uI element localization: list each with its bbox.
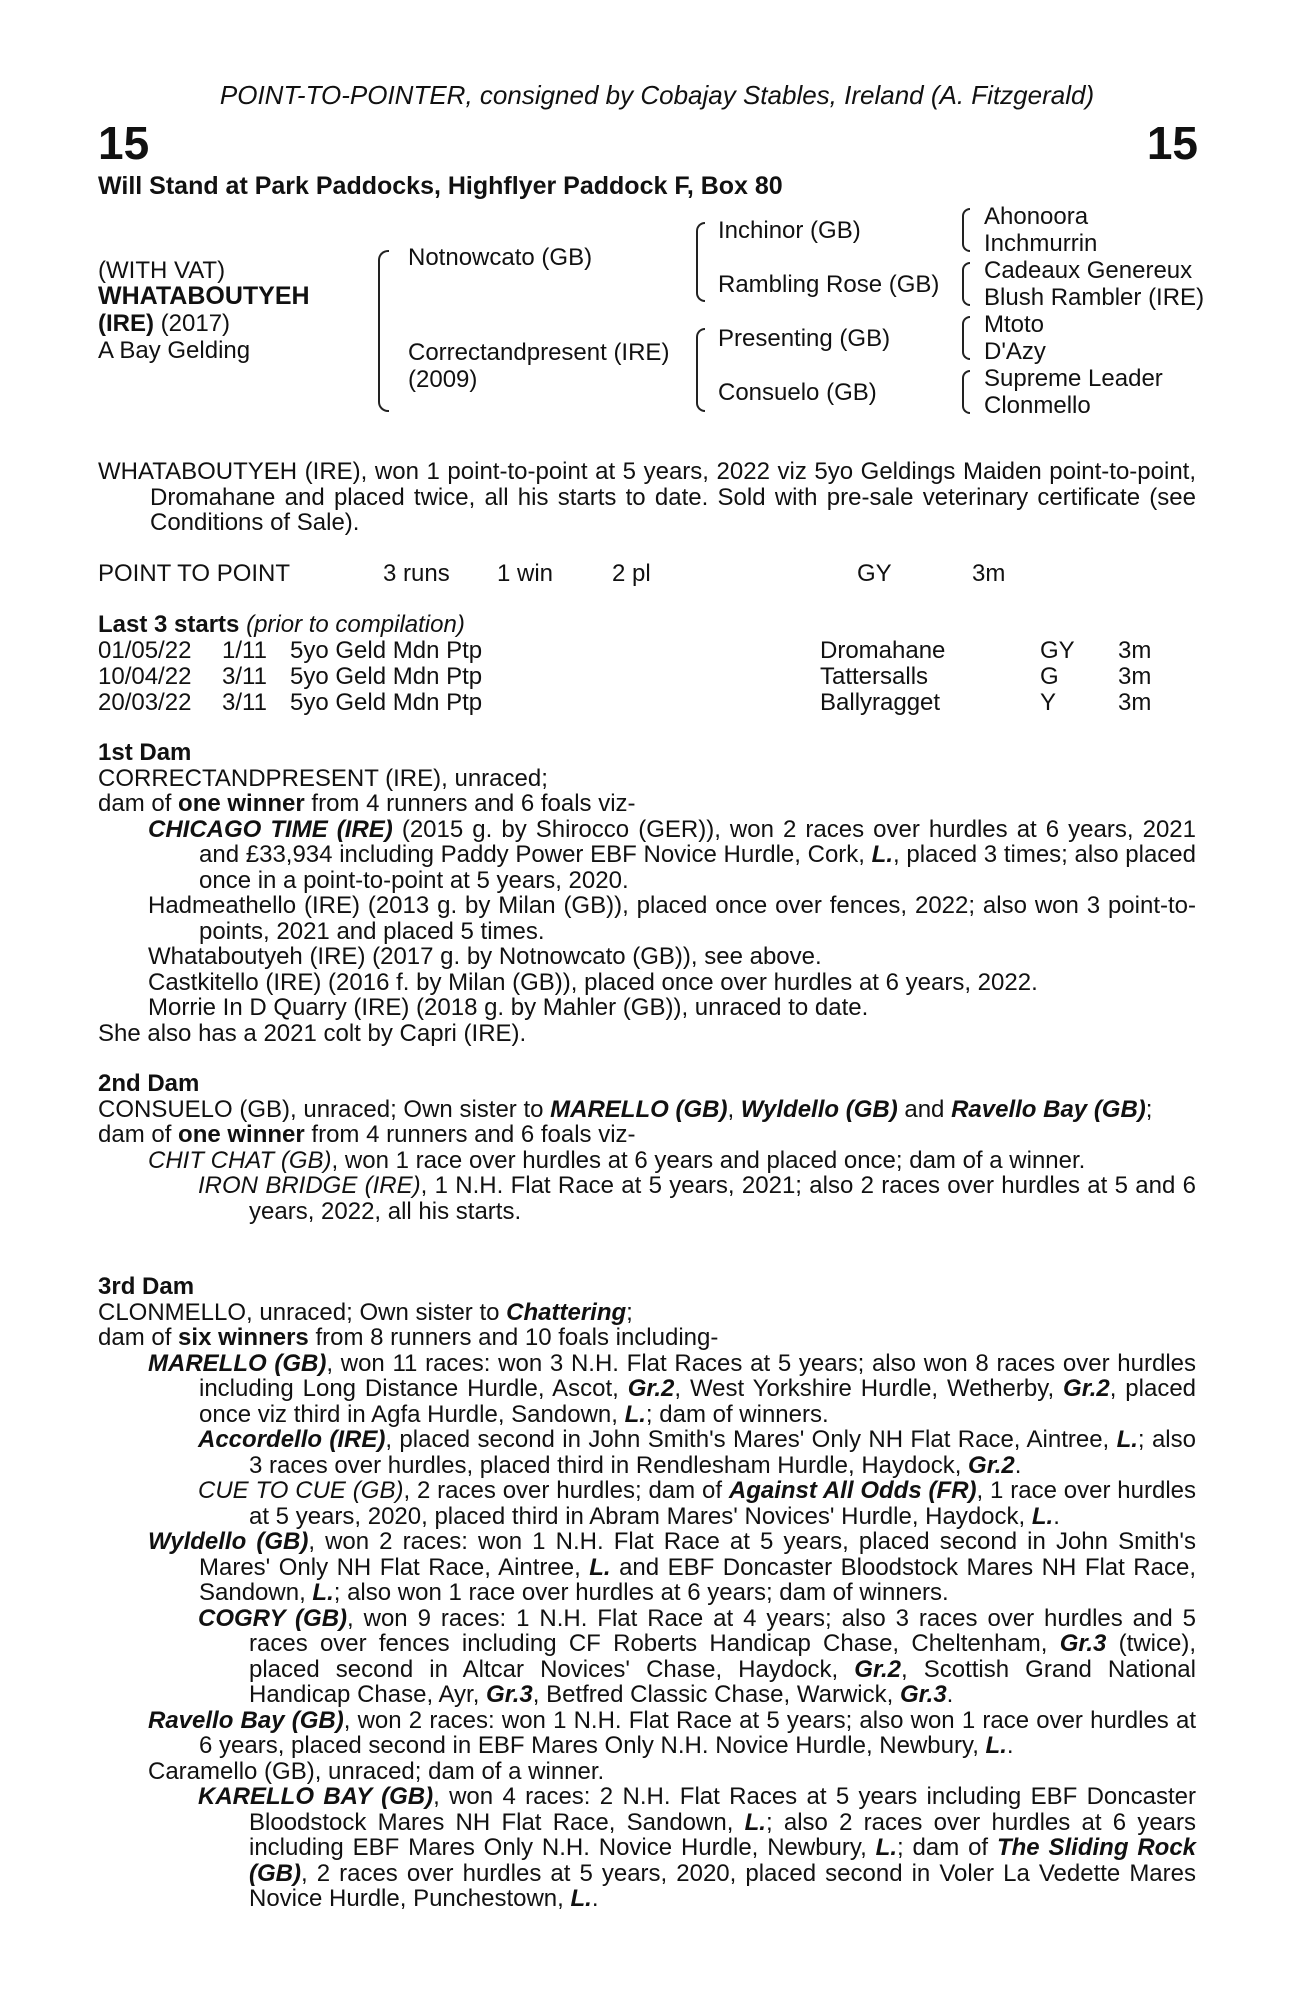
- horse-origin-year: (IRE) (2017): [98, 310, 231, 337]
- start-course: Tattersalls: [820, 663, 929, 690]
- first-dam-heading: 1st Dam: [98, 739, 192, 766]
- first-dam-line: CORRECTANDPRESENT (IRE), unraced;: [98, 764, 548, 792]
- start-going: Y: [1040, 689, 1057, 716]
- start-course: Ballyragget: [820, 689, 941, 716]
- produce-entry: CHIT CHAT (GB), won 1 race over hurdles at 6 years and placed once; dam of a winner.: [148, 1146, 1086, 1174]
- start-position: 3/11: [222, 689, 267, 716]
- second-dam-produce-summary: dam of one winner from 4 runners and 6 foals viz-: [98, 1121, 636, 1148]
- second-dam-line: CONSUELO (GB), unraced; Own sister to MARELLO (GB), Wyldello (GB) and Ravello Bay (GB);: [98, 1095, 1153, 1123]
- second-dam-heading: 2nd Dam: [98, 1070, 200, 1097]
- lot-number-left: 15: [98, 117, 150, 169]
- brace-g4: [962, 370, 970, 414]
- pedigree-dam-year: (2009): [408, 366, 478, 393]
- ptp-wins: 1 win: [497, 560, 554, 587]
- stand-location: Will Stand at Park Paddocks, Highflyer Paddock F, Box 80: [98, 172, 783, 200]
- lot-number-right: 15: [1146, 117, 1198, 169]
- vat-note: (WITH VAT): [98, 257, 226, 284]
- brace-g2: [962, 262, 970, 306]
- summary-text: WHATABOUTYEH (IRE), won 1 point-to-point at 5 years, 2022 viz 5yo Geldings Maiden point-to-point, Dromahane and placed twice, all his starts to date. Sold with pre-sale veterinary certificate (see Conditions of Sale).: [98, 458, 1196, 536]
- brace-g3: [962, 316, 970, 360]
- brace-g1: [962, 208, 970, 252]
- start-race: 5yo Geld Mdn Ptp: [290, 663, 483, 690]
- produce-entry: Castkitello (IRE) (2016 f. by Milan (GB)), placed once over hurdles at 6 years, 2022.: [148, 968, 1038, 996]
- start-distance: 3m: [1118, 637, 1152, 664]
- ptp-distance: 3m: [972, 560, 1006, 587]
- first-dam-footnote: She also has a 2021 colt by Capri (IRE).: [98, 1019, 527, 1047]
- pedigree-dam-dam: Consuelo (GB): [718, 379, 877, 406]
- start-position: 3/11: [222, 663, 267, 690]
- start-date: 01/05/22: [98, 637, 192, 664]
- pedigree-sss: Ahonoora: [984, 203, 1089, 230]
- pedigree-dsd: D'Azy: [984, 338, 1046, 365]
- start-race: 5yo Geld Mdn Ptp: [290, 637, 483, 664]
- pedigree-sire: Notnowcato (GB): [408, 244, 593, 271]
- third-dam-heading: 3rd Dam: [98, 1273, 195, 1300]
- third-dam-produce-summary: dam of six winners from 8 runners and 10 foals including-: [98, 1324, 719, 1351]
- pedigree-ssd: Inchmurrin: [984, 230, 1098, 257]
- produce-entry: Caramello (GB), unraced; dam of a winner.: [148, 1757, 605, 1785]
- horse-description: A Bay Gelding: [98, 337, 251, 364]
- produce-entry: KARELLO BAY (GB), won 4 races: 2 N.H. Flat Races at 5 years including EBF Doncaster Bloodstock Mares NH Flat Race, Sandown, L.; also 2 races over hurdles at 6 years including EBF Mares Only N.H. Novice Hurdle, Newbury, L.; dam of The Sliding Rock (GB), 2 races over hurdles at 5 years, 2020, placed second in Voler La Vedette Mares Novice Hurdle, Punchestown, L..: [198, 1783, 1197, 1912]
- ptp-runs: 3 runs: [383, 560, 450, 587]
- produce-entry: CHICAGO TIME (IRE) (2015 g. by Shirocco (GER)), won 2 races over hurdles at 6 years, 2021 and £33,934 including Paddy Power EBF Novice Hurdle, Cork, L., placed 3 times; also placed once in a point-to-point at 5 years, 2020.: [148, 815, 1196, 894]
- pedigree-sdd: Blush Rambler (IRE): [984, 284, 1205, 311]
- start-distance: 3m: [1118, 689, 1152, 716]
- second-dam-section: [98, 1071, 1196, 1224]
- produce-entry: MARELLO (GB), won 11 races: won 3 N.H. Flat Races at 5 years; also won 8 races over hurdles including Long Distance Hurdle, Ascot, Gr.2, West Yorkshire Hurdle, Wetherby, Gr.2, placed once viz third in Agfa Hurdle, Sandown, L.; dam of winners.: [148, 1349, 1197, 1428]
- start-race: 5yo Geld Mdn Ptp: [290, 689, 483, 716]
- produce-entry: Whataboutyeh (IRE) (2017 g. by Notnowcato (GB)), see above.: [148, 943, 822, 970]
- produce-entry: Morrie In D Quarry (IRE) (2018 g. by Mahler (GB)), unraced to date.: [148, 994, 869, 1021]
- pedigree-ddd: Clonmello: [984, 392, 1091, 419]
- pedigree-sire-dam: Rambling Rose (GB): [718, 271, 940, 298]
- produce-entry: Wyldello (GB), won 2 races: won 1 N.H. Flat Race at 5 years, placed second in John Smith's Mares' Only NH Flat Race, Aintree, L. and EBF Doncaster Bloodstock Mares NH Flat Race, Sandown, L.; also won 1 race over hurdles at 6 years; dam of winners.: [148, 1528, 1197, 1606]
- first-dam-produce-summary: dam of one winner from 4 runners and 6 foals viz-: [98, 790, 636, 817]
- produce-entry: Ravello Bay (GB), won 2 races: won 1 N.H. Flat Race at 5 years; also won 1 race over hurdles at 6 years, placed second in EBF Mares Only N.H. Novice Hurdle, Newbury, L..: [148, 1706, 1197, 1759]
- pedigree-dam: Correctandpresent (IRE): [408, 339, 670, 366]
- ptp-label: POINT TO POINT: [98, 560, 291, 587]
- brace-dam-line: [696, 328, 705, 412]
- summary-section: [98, 459, 1196, 536]
- pedigree-sds: Cadeaux Genereux: [984, 257, 1193, 284]
- brace-sire-line: [696, 222, 705, 302]
- last-starts-heading: Last 3 starts (prior to compilation): [98, 611, 465, 638]
- start-position: 1/11: [222, 637, 267, 664]
- pedigree-dss: Mtoto: [984, 311, 1045, 338]
- produce-entry: IRON BRIDGE (IRE), 1 N.H. Flat Race at 5 years, 2021; also 2 races over hurdles at 5 and 6 years, 2022, all his starts.: [198, 1172, 1197, 1225]
- ptp-placed: 2 pl: [612, 560, 651, 587]
- brace-sire-dam: [378, 250, 389, 412]
- first-dam-section: [98, 740, 1196, 1046]
- ptp-going: GY: [857, 560, 892, 587]
- start-course: Dromahane: [820, 637, 946, 664]
- horse-name: WHATABOUTYEH: [98, 282, 310, 310]
- third-dam-line: CLONMELLO, unraced; Own sister to Chattering;: [98, 1298, 633, 1326]
- start-going: G: [1040, 663, 1059, 690]
- produce-entry: Hadmeathello (IRE) (2013 g. by Milan (GB)), placed once over fences, 2022; also won 3 point-to-points, 2021 and placed 5 times.: [148, 892, 1196, 945]
- pedigree-sire-sire: Inchinor (GB): [718, 217, 861, 244]
- start-distance: 3m: [1118, 663, 1152, 690]
- start-date: 10/04/22: [98, 663, 192, 690]
- produce-entry: Accordello (IRE), placed second in John Smith's Mares' Only NH Flat Race, Aintree, L.; also 3 races over hurdles, placed third in Rendlesham Hurdle, Haydock, Gr.2.: [198, 1426, 1196, 1479]
- third-dam-section: [98, 1274, 1196, 1912]
- catalogue-header: POINT-TO-POINTER, consigned by Cobajay Stables, Ireland (A. Fitzgerald): [219, 80, 1095, 110]
- produce-entry: CUE TO CUE (GB), 2 races over hurdles; dam of Against All Odds (FR), 1 race over hurdles at 5 years, 2020, placed third in Abram Mares' Novices' Hurdle, Haydock, L..: [198, 1477, 1197, 1530]
- start-going: GY: [1040, 637, 1075, 664]
- produce-entry: COGRY (GB), won 9 races: 1 N.H. Flat Race at 4 years; also 3 races over hurdles and 5 races over fences including CF Roberts Handicap Chase, Cheltenham, Gr.3 (twice), placed second in Altcar Novices' Chase, Haydock, Gr.2, Scottish Grand National Handicap Chase, Ayr, Gr.3, Betfred Classic Chase, Warwick, Gr.3.: [198, 1604, 1196, 1708]
- start-date: 20/03/22: [98, 689, 192, 716]
- pedigree-dam-sire: Presenting (GB): [718, 325, 891, 352]
- pedigree-dds: Supreme Leader: [984, 365, 1163, 392]
